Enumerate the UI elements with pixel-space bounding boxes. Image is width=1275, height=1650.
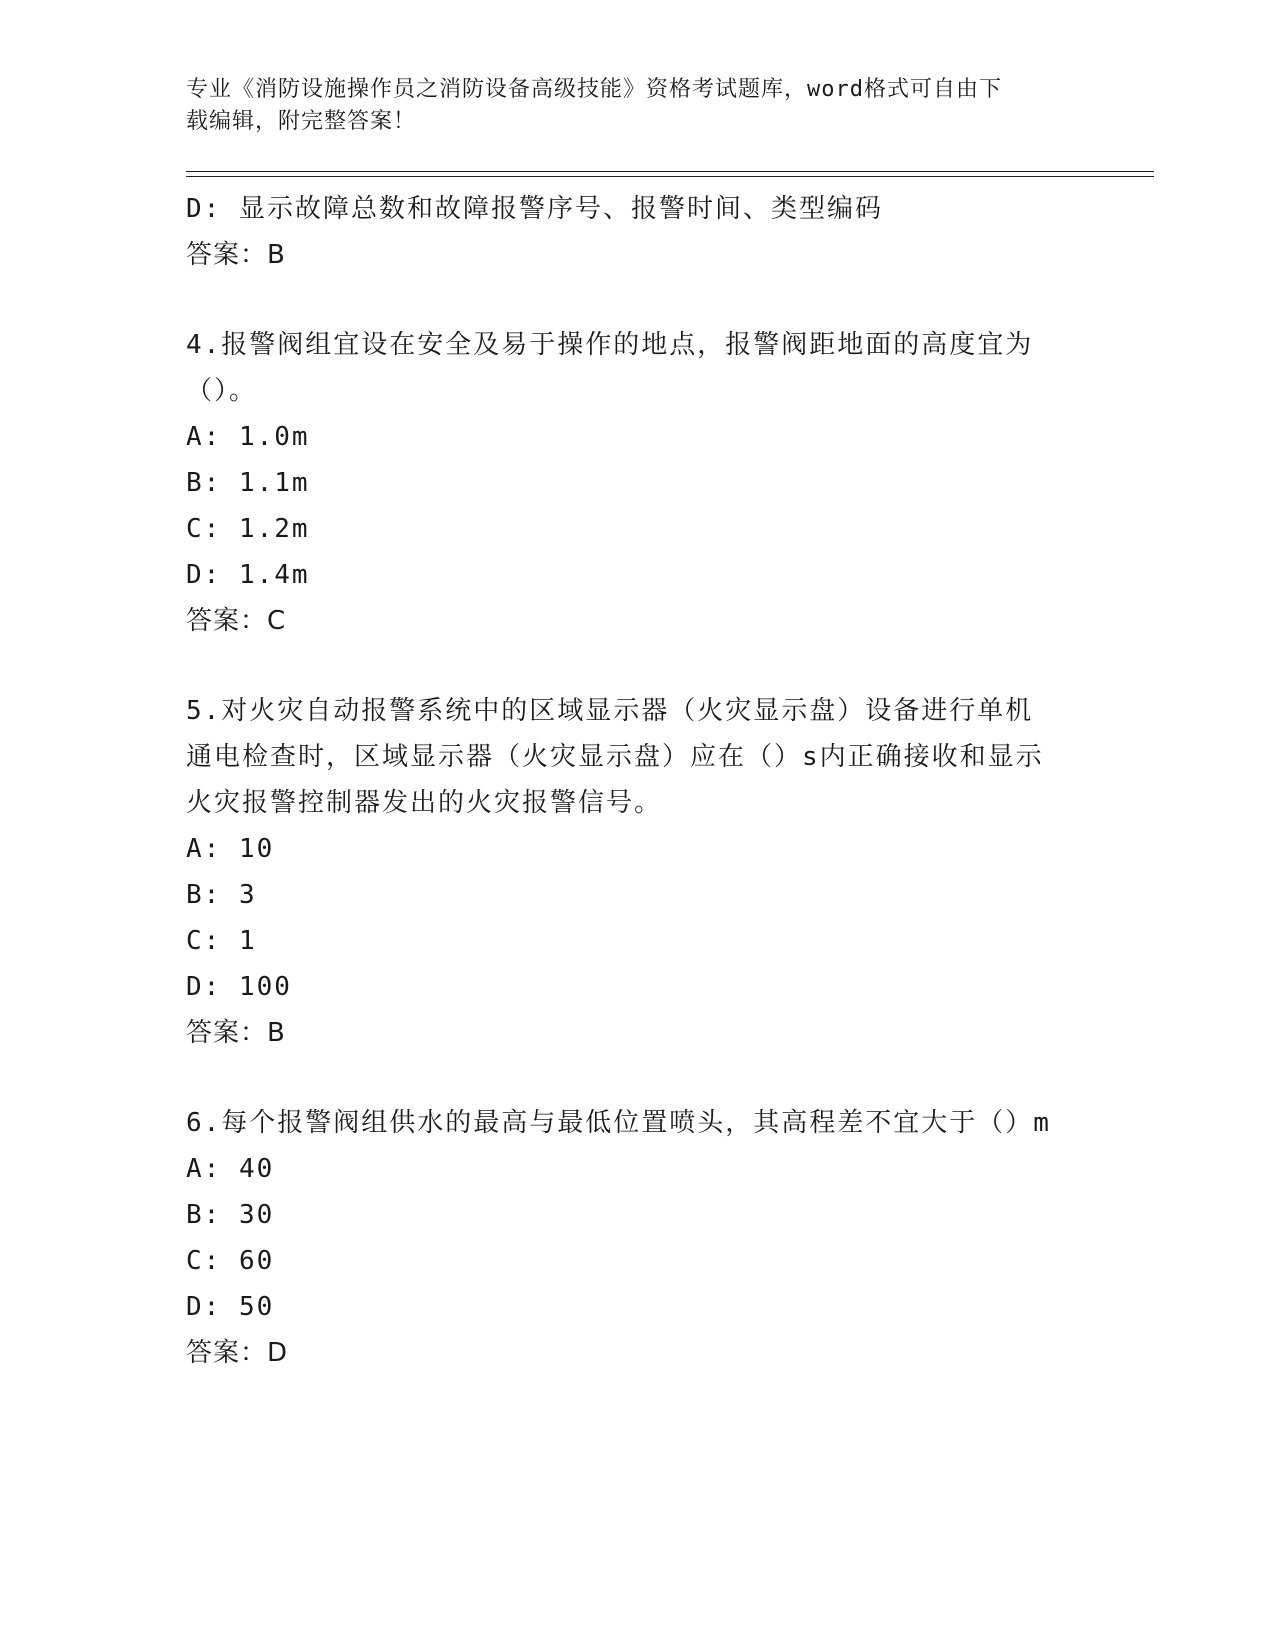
option-a: A: 1.0m xyxy=(186,422,310,452)
answer-line: 答案：B xyxy=(186,240,286,270)
option-c: C: 60 xyxy=(186,1246,275,1276)
header-rule-top xyxy=(186,171,1154,172)
question-stem-line: 6.每个报警阀组供水的最高与最低位置喷头，其高程差不宜大于（）m xyxy=(186,1108,1051,1138)
option-d: D: 50 xyxy=(186,1292,275,1322)
question-4 xyxy=(186,322,1086,644)
option-a: A: 40 xyxy=(186,1154,275,1184)
question-6 xyxy=(186,1100,1086,1376)
option-a: A: 10 xyxy=(186,834,275,864)
question-stem-line: 4.报警阀组宜设在安全及易于操作的地点，报警阀距地面的高度宜为 xyxy=(186,330,1034,360)
header-line-2: 载编辑，附完整答案！ xyxy=(186,109,417,134)
header-line-1: 专业《消防设施操作员之消防设备高级技能》资格考试题库，word格式可自由下 xyxy=(186,77,1002,102)
option-b: B: 3 xyxy=(186,880,257,910)
answer-line: 答案：C xyxy=(186,606,287,636)
option-c: C: 1.2m xyxy=(186,514,310,544)
option-d: D: 显示故障总数和故障报警序号、报警时间、类型编码 xyxy=(186,194,883,224)
question-stem-line: （）。 xyxy=(186,376,258,406)
option-b: B: 1.1m xyxy=(186,468,310,498)
option-b: B: 30 xyxy=(186,1200,275,1230)
question-list xyxy=(186,186,1086,1376)
answer-line: 答案：B xyxy=(186,1018,286,1048)
option-c: C: 1 xyxy=(186,926,257,956)
previous-question-fragment xyxy=(186,186,1086,278)
question-stem-line: 5.对火灾自动报警系统中的区域显示器（火灾显示盘）设备进行单机 xyxy=(186,696,1034,726)
option-d: D: 100 xyxy=(186,972,292,1002)
question-5 xyxy=(186,688,1086,1056)
document-header xyxy=(186,74,1066,138)
answer-line: 答案：D xyxy=(186,1338,289,1368)
header-rule-bottom xyxy=(186,176,1154,177)
question-stem-line: 通电检查时，区域显示器（火灾显示盘）应在（）s内正确接收和显示 xyxy=(186,742,1044,772)
question-stem-line: 火灾报警控制器发出的火灾报警信号。 xyxy=(186,788,663,818)
option-d: D: 1.4m xyxy=(186,560,310,590)
